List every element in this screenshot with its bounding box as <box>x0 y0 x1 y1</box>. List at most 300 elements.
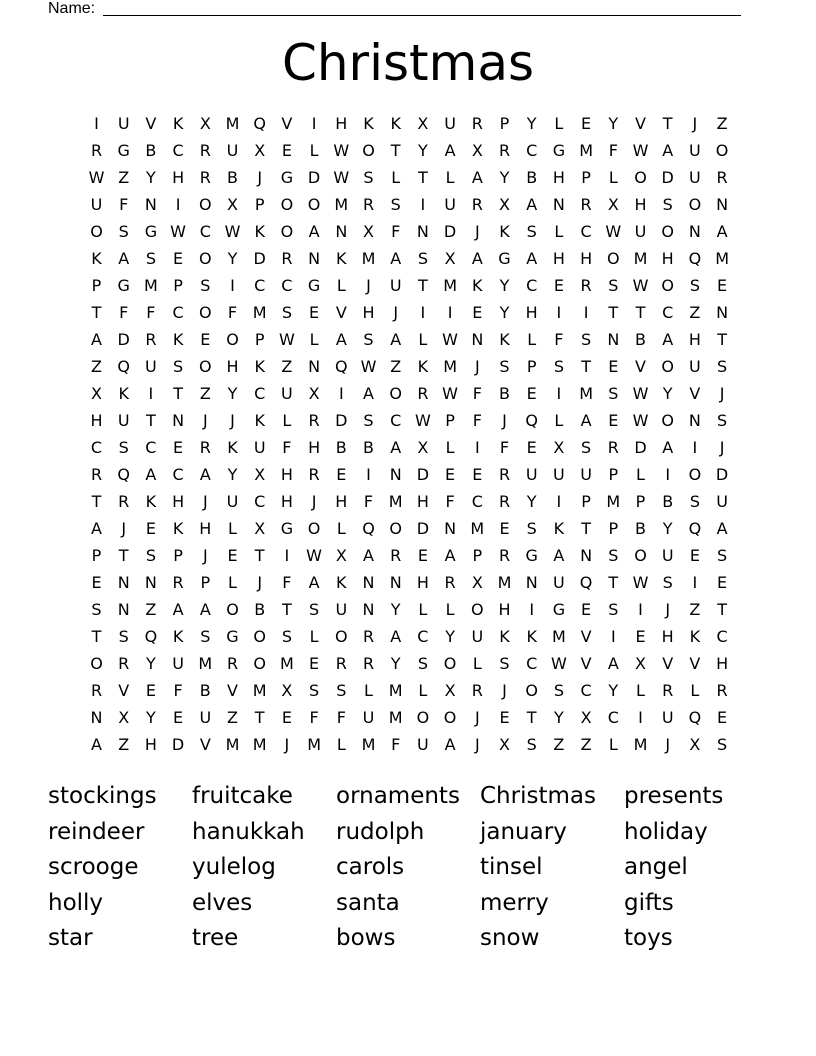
name-label: Name: <box>48 0 96 17</box>
grid-letter: P <box>254 330 265 349</box>
grid-letter: H <box>688 330 701 349</box>
grid-letter: Z <box>689 600 701 619</box>
grid-letter: J <box>719 438 725 457</box>
grid-letter: T <box>608 303 619 322</box>
grid-letter: I <box>420 303 426 322</box>
grid-letter: P <box>635 492 646 511</box>
grid-letter: O <box>307 519 321 538</box>
grid-letter: R <box>444 573 456 592</box>
grid-letter: T <box>717 330 727 349</box>
grid-letter: V <box>227 681 238 700</box>
grid-letter: A <box>91 519 102 538</box>
grid-letter: P <box>608 465 619 484</box>
word-list-item: bows <box>336 925 396 951</box>
grid-letter: J <box>257 573 263 592</box>
grid-letter: O <box>634 546 647 565</box>
grid-letter: M <box>633 735 648 754</box>
grid-letter: R <box>118 492 130 511</box>
grid-letter: S <box>717 357 728 376</box>
grid-letter: L <box>418 600 428 619</box>
grid-letter: V <box>580 654 592 673</box>
grid-letter: X <box>444 249 456 268</box>
word-list-item: january <box>480 818 567 845</box>
grid-letter: F <box>309 708 319 727</box>
grid-letter: E <box>145 519 156 538</box>
grid-letter: K <box>145 492 157 511</box>
grid-letter: W <box>550 654 567 673</box>
grid-letter: V <box>199 735 211 754</box>
grid-letter: W <box>442 384 458 403</box>
grid-letter: F <box>499 438 510 457</box>
grid-letter: E <box>309 654 320 673</box>
grid-letter: M <box>252 681 267 700</box>
grid-row <box>83 272 743 299</box>
grid-letter: O <box>199 249 212 268</box>
grid-letter: S <box>281 627 292 646</box>
grid-letter: I <box>610 627 616 646</box>
grid-letter: N <box>362 600 375 619</box>
grid-letter: T <box>282 600 292 619</box>
grid-letter: T <box>91 492 102 511</box>
grid-letter: O <box>688 195 702 214</box>
grid-letter: W <box>360 357 377 376</box>
grid-letter: A <box>553 546 565 565</box>
grid-letter: Q <box>253 114 266 133</box>
grid-letter: J <box>474 708 480 727</box>
grid-letter: E <box>581 114 592 133</box>
grid-letter: M <box>388 681 403 700</box>
grid-letter: T <box>581 519 591 538</box>
grid-row <box>83 488 743 515</box>
grid-letter: Y <box>418 141 428 160</box>
grid-letter: H <box>634 195 647 214</box>
grid-letter: H <box>335 114 348 133</box>
grid-letter: A <box>607 654 619 673</box>
grid-letter: T <box>254 546 265 565</box>
grid-letter: K <box>254 222 265 241</box>
grid-letter: P <box>200 573 211 592</box>
grid-letter: K <box>499 330 510 349</box>
grid-letter: Y <box>499 168 510 187</box>
grid-letter: F <box>227 303 238 322</box>
grid-letter: A <box>471 249 483 268</box>
grid-letter: C <box>172 465 184 484</box>
grid-row <box>83 515 743 542</box>
grid-letter: K <box>172 627 184 646</box>
grid-row <box>83 407 743 434</box>
grid-letter: A <box>308 573 320 592</box>
grid-letter: H <box>661 627 674 646</box>
grid-letter: I <box>692 438 698 457</box>
grid-letter: S <box>173 357 184 376</box>
grid-letter: G <box>552 141 566 160</box>
grid-letter: R <box>498 492 511 511</box>
grid-letter: F <box>119 303 129 322</box>
grid-letter: L <box>445 168 455 187</box>
grid-letter: I <box>556 384 562 403</box>
grid-letter: U <box>525 465 538 484</box>
grid-letter: O <box>471 600 484 619</box>
grid-letter: A <box>390 249 402 268</box>
grid-letter: K <box>254 411 265 430</box>
grid-letter: H <box>280 465 293 484</box>
grid-letter: U <box>281 384 293 403</box>
grid-letter: Y <box>445 627 455 646</box>
grid-letter: R <box>390 546 402 565</box>
grid-letter: O <box>335 627 348 646</box>
grid-letter: Z <box>118 168 130 187</box>
grid-letter: I <box>338 384 344 403</box>
grid-letter: E <box>553 276 564 295</box>
grid-letter: D <box>335 411 348 430</box>
grid-letter: R <box>471 114 483 133</box>
grid-letter: I <box>447 303 453 322</box>
grid-letter: A <box>390 438 402 457</box>
word-list-item: tinsel <box>480 854 543 880</box>
word-list-item: scrooge <box>48 854 139 880</box>
grid-letter: P <box>173 276 183 295</box>
grid-letter: O <box>226 330 239 349</box>
grid-letter: Y <box>227 465 238 484</box>
grid-letter: I <box>230 276 235 295</box>
grid-letter: U <box>362 708 375 727</box>
grid-letter: Y <box>608 681 619 700</box>
grid-row <box>83 434 743 461</box>
grid-letter: O <box>199 357 212 376</box>
grid-letter: O <box>280 222 294 241</box>
grid-letter: D <box>171 735 185 754</box>
grid-letter: R <box>580 276 592 295</box>
grid-letter: S <box>363 330 374 349</box>
grid-letter: X <box>689 735 701 754</box>
grid-letter: S <box>608 384 619 403</box>
grid-letter: V <box>689 384 701 403</box>
grid-letter: R <box>335 654 347 673</box>
grid-letter: U <box>90 195 103 214</box>
grid-letter: U <box>661 546 674 565</box>
grid-letter: M <box>361 249 376 268</box>
grid-letter: O <box>661 357 674 376</box>
grid-letter: O <box>362 141 375 160</box>
grid-letter: H <box>525 303 538 322</box>
grid-letter: O <box>525 681 538 700</box>
grid-letter: A <box>199 465 211 484</box>
grid-letter: Z <box>580 735 592 754</box>
grid-letter: Z <box>145 600 157 619</box>
grid-letter: U <box>389 276 402 295</box>
grid-letter: W <box>442 330 458 349</box>
grid-letter: R <box>498 141 511 160</box>
grid-letter: A <box>444 735 456 754</box>
grid-letter: I <box>474 438 480 457</box>
grid-letter: S <box>717 411 728 430</box>
grid-letter: I <box>638 708 643 727</box>
grid-letter: R <box>172 573 184 592</box>
grid-letter: L <box>608 735 618 754</box>
grid-letter: U <box>226 141 239 160</box>
grid-letter: I <box>556 492 562 511</box>
grid-letter: S <box>608 546 619 565</box>
grid-letter: K <box>336 573 347 592</box>
grid-letter: N <box>117 573 130 592</box>
grid-letter: X <box>227 195 238 214</box>
grid-letter: A <box>444 546 456 565</box>
grid-letter: J <box>665 600 671 619</box>
grid-row <box>83 299 743 326</box>
grid-letter: W <box>632 384 649 403</box>
grid-letter: O <box>199 303 212 322</box>
grid-letter: N <box>308 357 321 376</box>
grid-letter: Y <box>390 654 401 673</box>
grid-letter: L <box>228 573 237 592</box>
grid-letter: M <box>443 276 457 295</box>
page-title: Christmas <box>281 34 535 92</box>
grid-letter: X <box>254 519 266 538</box>
grid-letter: F <box>472 411 482 430</box>
grid-letter: H <box>661 249 674 268</box>
grid-letter: U <box>689 357 701 376</box>
grid-letter: F <box>391 735 401 754</box>
grid-letter: A <box>335 330 347 349</box>
grid-letter: L <box>309 330 319 349</box>
grid-letter: O <box>389 384 402 403</box>
word-list-item: reindeer <box>48 818 145 845</box>
grid-letter: H <box>280 492 293 511</box>
grid-letter: W <box>306 546 322 565</box>
grid-letter: Q <box>144 627 158 646</box>
grid-letter: W <box>88 168 105 187</box>
grid-letter: J <box>719 384 725 403</box>
grid-letter: S <box>499 654 510 673</box>
grid-letter: U <box>553 573 565 592</box>
grid-row <box>83 569 743 596</box>
word-list-item: ornaments <box>336 783 460 809</box>
grid-letter: A <box>444 141 456 160</box>
word-list-item: Christmas <box>480 783 596 809</box>
grid-letter: E <box>472 303 483 322</box>
grid-letter: O <box>688 465 702 484</box>
grid-letter: S <box>118 627 129 646</box>
grid-letter: M <box>225 114 240 133</box>
grid-letter: A <box>308 222 320 241</box>
grid-letter: R <box>471 195 483 214</box>
grid-letter: R <box>498 465 511 484</box>
grid-letter: E <box>635 627 646 646</box>
grid-letter: S <box>526 735 537 754</box>
grid-letter: P <box>173 546 183 565</box>
grid-letter: T <box>118 546 129 565</box>
grid-letter: E <box>526 438 537 457</box>
grid-letter: S <box>336 681 347 700</box>
grid-letter: J <box>311 492 317 511</box>
word-search-grid <box>83 110 743 758</box>
grid-letter: I <box>148 384 154 403</box>
grid-letter: A <box>716 222 728 241</box>
grid-letter: S <box>689 492 700 511</box>
grid-letter: L <box>636 465 645 484</box>
grid-letter: G <box>552 600 566 619</box>
grid-letter: C <box>526 141 538 160</box>
grid-letter: M <box>497 573 512 592</box>
grid-letter: J <box>257 168 263 187</box>
grid-letter: E <box>499 519 510 538</box>
grid-letter: Q <box>335 357 348 376</box>
grid-letter: H <box>716 654 729 673</box>
grid-letter: T <box>91 627 102 646</box>
grid-letter: M <box>252 735 267 754</box>
grid-letter: M <box>307 735 321 754</box>
grid-letter: E <box>417 546 428 565</box>
grid-letter: T <box>418 276 428 295</box>
grid-row <box>83 731 743 758</box>
grid-row <box>83 353 743 380</box>
grid-letter: N <box>471 330 484 349</box>
grid-letter: K <box>172 330 184 349</box>
grid-letter: S <box>363 411 374 430</box>
grid-letter: T <box>418 168 428 187</box>
grid-letter: D <box>117 330 130 349</box>
grid-letter: H <box>199 519 212 538</box>
grid-letter: N <box>117 600 130 619</box>
grid-letter: V <box>281 114 293 133</box>
grid-letter: V <box>689 654 701 673</box>
grid-letter: U <box>199 708 212 727</box>
grid-letter: H <box>552 249 565 268</box>
grid-letter: Q <box>688 708 702 727</box>
grid-letter: X <box>417 438 429 457</box>
word-list-row <box>48 814 788 850</box>
grid-letter: A <box>363 384 374 403</box>
grid-letter: C <box>199 222 211 241</box>
grid-letter: X <box>635 654 646 673</box>
grid-letter: F <box>391 222 401 241</box>
grid-letter: T <box>254 708 265 727</box>
grid-row <box>83 704 743 731</box>
grid-letter: E <box>608 357 619 376</box>
grid-letter: T <box>635 303 646 322</box>
grid-letter: J <box>474 222 480 241</box>
grid-letter: J <box>665 735 671 754</box>
grid-letter: F <box>282 438 292 457</box>
grid-letter: I <box>366 465 371 484</box>
grid-letter: U <box>226 492 239 511</box>
grid-letter: M <box>225 735 240 754</box>
grid-letter: K <box>363 114 374 133</box>
grid-letter: J <box>121 519 127 538</box>
grid-letter: S <box>417 249 428 268</box>
grid-letter: R <box>199 168 211 187</box>
grid-letter: X <box>580 708 592 727</box>
grid-letter: X <box>553 438 565 457</box>
grid-row <box>83 596 743 623</box>
grid-letter: S <box>118 222 129 241</box>
grid-letter: A <box>91 735 102 754</box>
grid-letter: R <box>471 681 483 700</box>
grid-letter: F <box>554 330 564 349</box>
grid-letter: S <box>200 276 211 295</box>
grid-letter: C <box>145 438 157 457</box>
word-list-item: hanukkah <box>192 818 305 845</box>
grid-letter: A <box>662 438 674 457</box>
grid-letter: M <box>388 708 403 727</box>
grid-letter: J <box>202 492 208 511</box>
grid-letter: N <box>335 222 348 241</box>
grid-letter: E <box>608 411 619 430</box>
grid-letter: R <box>226 654 239 673</box>
grid-letter: Q <box>525 411 538 430</box>
grid-letter: S <box>145 249 156 268</box>
grid-letter: N <box>389 465 402 484</box>
word-list-row <box>48 885 788 921</box>
grid-letter: J <box>502 411 507 430</box>
grid-letter: O <box>634 168 647 187</box>
grid-letter: M <box>715 249 729 268</box>
grid-letter: T <box>581 357 591 376</box>
grid-letter: S <box>717 546 728 565</box>
word-list-item: merry <box>480 889 549 916</box>
grid-letter: O <box>661 411 674 430</box>
grid-letter: Z <box>689 303 701 322</box>
grid-letter: C <box>471 492 483 511</box>
grid-letter: D <box>307 168 321 187</box>
word-list-item: tree <box>192 925 239 951</box>
grid-letter: M <box>198 654 213 673</box>
grid-letter: V <box>662 654 674 673</box>
grid-letter: J <box>284 735 290 754</box>
grid-row <box>83 164 743 191</box>
grid-letter: U <box>471 627 484 646</box>
grid-letter: Z <box>199 384 211 403</box>
grid-letter: N <box>688 222 701 241</box>
grid-letter: Q <box>579 573 593 592</box>
grid-letter: S <box>689 276 700 295</box>
grid-letter: O <box>715 141 729 160</box>
grid-letter: L <box>445 438 455 457</box>
grid-letter: O <box>661 222 674 241</box>
grid-letter: Q <box>117 465 130 484</box>
grid-letter: X <box>417 114 429 133</box>
grid-letter: L <box>336 276 346 295</box>
grid-letter: B <box>499 384 510 403</box>
grid-letter: A <box>526 195 538 214</box>
grid-letter: J <box>393 303 399 322</box>
grid-letter: U <box>661 708 674 727</box>
grid-letter: M <box>606 492 621 511</box>
word-list-row <box>48 920 788 956</box>
grid-letter: Q <box>688 519 702 538</box>
grid-letter: X <box>118 708 130 727</box>
word-list-item: star <box>48 925 93 951</box>
grid-letter: N <box>444 519 457 538</box>
grid-letter: R <box>145 330 157 349</box>
grid-letter: X <box>363 222 374 241</box>
grid-letter: O <box>307 195 321 214</box>
grid-letter: L <box>418 330 428 349</box>
word-list-item: rudolph <box>336 818 425 845</box>
grid-letter: A <box>580 411 592 430</box>
grid-letter: J <box>474 357 480 376</box>
grid-letter: N <box>716 303 729 322</box>
grid-letter: I <box>638 600 643 619</box>
word-list-item: carols <box>336 854 405 880</box>
grid-letter: U <box>689 168 701 187</box>
grid-letter: K <box>526 627 537 646</box>
grid-letter: C <box>172 141 184 160</box>
grid-letter: W <box>605 222 622 241</box>
grid-letter: E <box>445 465 456 484</box>
grid-letter: U <box>580 465 592 484</box>
grid-letter: C <box>254 384 266 403</box>
